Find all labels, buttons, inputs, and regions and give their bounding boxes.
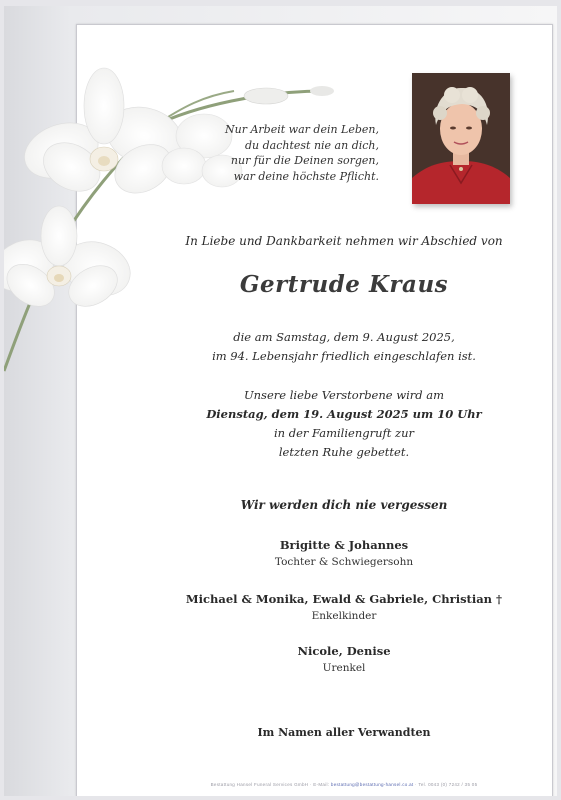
portrait-photo (412, 73, 510, 204)
intro-text: In Liebe und Dankbarkeit nehmen wir Abschied von (185, 234, 503, 248)
verse-line: war deine höchste Pflicht. (233, 169, 379, 183)
death-line: die am Samstag, dem 9. August 2025, (233, 330, 455, 344)
closing-text: Im Namen aller Verwandten (257, 726, 431, 739)
burial-line: in der Familiengruft zur (273, 426, 415, 440)
footer-email-link[interactable]: bestattung@bestattung-hansel.co.at (330, 782, 414, 787)
verse-block (204, 122, 379, 184)
mourner-names: Nicole, Denise (297, 644, 391, 658)
burial-date: Dienstag, dem 19. August 2025 um 10 Uhr (206, 407, 482, 421)
footer-phone: · Tel. 0043 (0) 7242 / 35 05 (415, 782, 478, 787)
footer-company: Bestattung Hansel Funeral Services GmbH · E-Mail: (210, 782, 330, 787)
mourner-group (124, 592, 557, 622)
deceased-name: Gertrude Kraus (239, 271, 449, 298)
burial-line: letzten Ruhe gebettet. (278, 445, 410, 459)
verse-line: Nur Arbeit war dein Leben, (225, 123, 379, 136)
footer-imprint (164, 782, 524, 787)
death-notice (124, 328, 557, 366)
mourner-names: Michael & Monika, Ewald & Gabriele, Christian † (185, 592, 503, 606)
motto: Wir werden dich nie vergessen (240, 498, 448, 512)
mourner-relation: Urenkel (322, 662, 366, 674)
orchid-decoration (4, 46, 344, 376)
burial-line: Unsere liebe Verstorbene wird am (243, 388, 445, 402)
death-line: im 94. Lebensjahr friedlich eingeschlafen ist. (212, 349, 476, 363)
mourner-relation: Tochter & Schwiegersohn (274, 556, 414, 568)
verse-line: du dachtest nie an dich, (244, 138, 379, 152)
verse-line: nur für die Deinen sorgen, (230, 154, 379, 167)
mourner-relation: Enkelkinder (311, 610, 377, 622)
mourner-group (124, 538, 557, 568)
mourner-group (124, 644, 557, 674)
mourner-names: Brigitte & Johannes (279, 538, 409, 552)
obituary-sheet (4, 6, 557, 796)
burial-notice (124, 386, 557, 462)
